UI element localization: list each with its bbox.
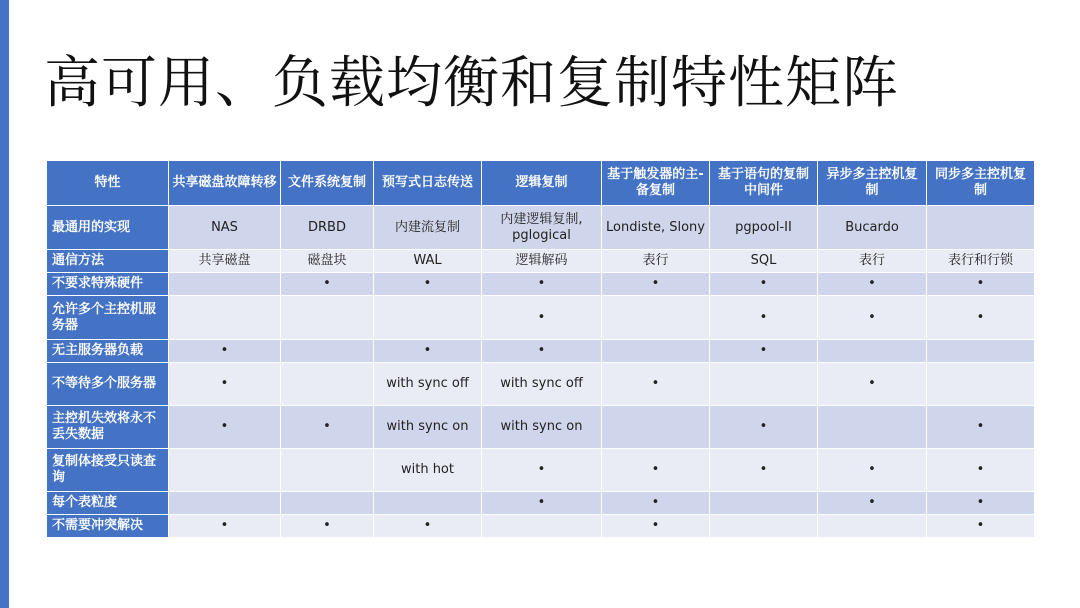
- table-cell: [602, 296, 710, 340]
- table-cell: •: [927, 492, 1035, 515]
- table-cell: •: [818, 273, 927, 296]
- table-cell: with sync off: [374, 363, 482, 406]
- table-cell: [818, 406, 927, 449]
- row-label: 最通用的实现: [47, 206, 169, 250]
- table-cell: [710, 492, 818, 515]
- table-cell: •: [482, 340, 602, 363]
- table-row: [47, 449, 1035, 492]
- table-cell: Londiste, Slony: [602, 206, 710, 250]
- column-header: 基于触发器的主-备复制: [602, 161, 710, 206]
- table-row: [47, 273, 1035, 296]
- feature-matrix-table: [46, 160, 1035, 538]
- column-header: 共享磁盘故障转移: [169, 161, 281, 206]
- table-cell: DRBD: [281, 206, 374, 250]
- row-label: 主控机失效将永不丢失数据: [47, 406, 169, 449]
- table-cell: SQL: [710, 250, 818, 273]
- table-cell: with hot: [374, 449, 482, 492]
- table-cell: •: [374, 340, 482, 363]
- table-cell: •: [169, 515, 281, 538]
- table-cell: [169, 492, 281, 515]
- table-cell: •: [482, 449, 602, 492]
- table-cell: [169, 449, 281, 492]
- table-row: [47, 515, 1035, 538]
- table-cell: •: [710, 296, 818, 340]
- table-cell: •: [710, 273, 818, 296]
- column-header: 特性: [47, 161, 169, 206]
- table-cell: 表行和行锁: [927, 250, 1035, 273]
- table-cell: •: [818, 492, 927, 515]
- table-cell: [602, 340, 710, 363]
- table-row: [47, 340, 1035, 363]
- table-cell: •: [818, 449, 927, 492]
- column-header: 预写式日志传送: [374, 161, 482, 206]
- column-header: 异步多主控机复制: [818, 161, 927, 206]
- table-cell: [169, 296, 281, 340]
- table-cell: WAL: [374, 250, 482, 273]
- table-cell: •: [602, 363, 710, 406]
- table-cell: NAS: [169, 206, 281, 250]
- table-cell: •: [710, 340, 818, 363]
- table-cell: •: [927, 406, 1035, 449]
- table-cell: [281, 363, 374, 406]
- table-cell: with sync on: [482, 406, 602, 449]
- table-cell: [281, 492, 374, 515]
- table-cell: [818, 340, 927, 363]
- table-cell: [818, 515, 927, 538]
- table-cell: •: [818, 296, 927, 340]
- table-row: [47, 206, 1035, 250]
- table-cell: •: [927, 273, 1035, 296]
- row-label: 复制体接受只读查询: [47, 449, 169, 492]
- table-cell: •: [374, 515, 482, 538]
- table-cell: •: [927, 515, 1035, 538]
- table-cell: [602, 406, 710, 449]
- table-header-row: [47, 161, 1035, 206]
- table-cell: pgpool-II: [710, 206, 818, 250]
- table-cell: •: [374, 273, 482, 296]
- table-cell: •: [482, 492, 602, 515]
- table-cell: [169, 273, 281, 296]
- slide-title: 高可用、负载均衡和复制特性矩阵: [44, 51, 899, 116]
- table-cell: •: [710, 406, 818, 449]
- table-cell: 表行: [818, 250, 927, 273]
- table-cell: •: [602, 449, 710, 492]
- row-label: 每个表粒度: [47, 492, 169, 515]
- table-cell: •: [602, 273, 710, 296]
- table-cell: 内建逻辑复制, pglogical: [482, 206, 602, 250]
- table-cell: [927, 206, 1035, 250]
- row-label: 不等待多个服务器: [47, 363, 169, 406]
- table-cell: [374, 296, 482, 340]
- table-row: [47, 492, 1035, 515]
- row-label: 无主服务器负载: [47, 340, 169, 363]
- table-row: [47, 296, 1035, 340]
- row-label: 通信方法: [47, 250, 169, 273]
- table-cell: [927, 340, 1035, 363]
- table-cell: with sync on: [374, 406, 482, 449]
- table-row: [47, 250, 1035, 273]
- row-label: 不需要冲突解决: [47, 515, 169, 538]
- table-cell: [482, 515, 602, 538]
- table-cell: 共享磁盘: [169, 250, 281, 273]
- table-cell: •: [169, 363, 281, 406]
- table-cell: [927, 363, 1035, 406]
- column-header: 基于语句的复制中间件: [710, 161, 818, 206]
- table-row: [47, 363, 1035, 406]
- table-cell: 磁盘块: [281, 250, 374, 273]
- row-label: 允许多个主控机服务器: [47, 296, 169, 340]
- table-cell: •: [927, 296, 1035, 340]
- table-cell: •: [818, 363, 927, 406]
- table-cell: Bucardo: [818, 206, 927, 250]
- table-cell: •: [482, 296, 602, 340]
- table-cell: •: [281, 406, 374, 449]
- table-cell: [374, 492, 482, 515]
- table-cell: [281, 340, 374, 363]
- table-cell: 内建流复制: [374, 206, 482, 250]
- table-cell: •: [169, 406, 281, 449]
- table-cell: •: [602, 515, 710, 538]
- table-cell: •: [281, 273, 374, 296]
- table-cell: [281, 449, 374, 492]
- table-cell: •: [169, 340, 281, 363]
- table-cell: [710, 515, 818, 538]
- table-cell: •: [927, 449, 1035, 492]
- column-header: 逻辑复制: [482, 161, 602, 206]
- column-header: 文件系统复制: [281, 161, 374, 206]
- row-label: 不要求特殊硬件: [47, 273, 169, 296]
- table-row: [47, 406, 1035, 449]
- slide-accent-bar: [0, 0, 9, 608]
- table-cell: [710, 363, 818, 406]
- table-cell: •: [710, 449, 818, 492]
- table-cell: •: [281, 515, 374, 538]
- column-header: 同步多主控机复制: [927, 161, 1035, 206]
- table-cell: •: [602, 492, 710, 515]
- table-cell: 逻辑解码: [482, 250, 602, 273]
- table-cell: with sync off: [482, 363, 602, 406]
- table-cell: 表行: [602, 250, 710, 273]
- table-cell: •: [482, 273, 602, 296]
- table-cell: [281, 296, 374, 340]
